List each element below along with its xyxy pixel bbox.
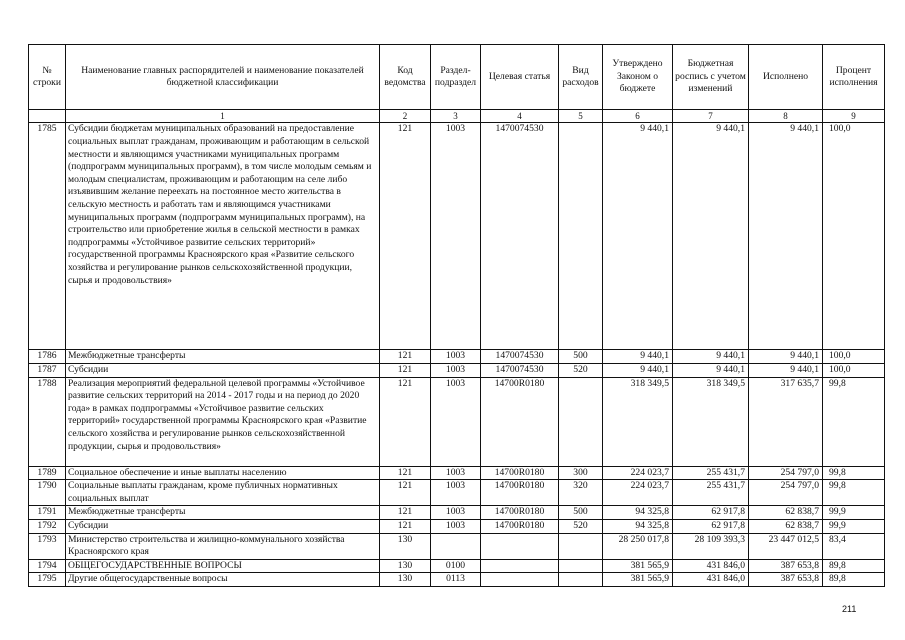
row-expense-type	[559, 123, 603, 350]
row-budget: 318 349,5	[673, 377, 749, 466]
row-number: 1787	[29, 364, 66, 378]
row-percent: 100,0	[823, 364, 885, 378]
row-percent: 89,8	[823, 559, 885, 573]
row-executed: 9 440,1	[749, 123, 823, 350]
row-approved: 318 349,5	[603, 377, 673, 466]
column-number-row	[29, 110, 885, 123]
row-dept-code: 121	[380, 350, 431, 364]
row-name: Межбюджетные трансферты	[66, 350, 380, 364]
row-name: Субсидии	[66, 364, 380, 378]
row-dept-code: 121	[380, 480, 431, 506]
row-approved: 9 440,1	[603, 123, 673, 350]
row-expense-type: 320	[559, 480, 603, 506]
row-executed: 23 447 012,5	[749, 533, 823, 559]
row-dept-code: 130	[380, 559, 431, 573]
row-expense-type: 300	[559, 466, 603, 480]
row-approved: 9 440,1	[603, 364, 673, 378]
budget-table	[28, 44, 885, 587]
row-budget: 62 917,8	[673, 519, 749, 533]
row-section: 1003	[431, 480, 481, 506]
row-section: 1003	[431, 506, 481, 520]
column-number	[29, 110, 66, 123]
row-name: Реализация мероприятий федеральной целевой программы «Устойчивое развитие сельских территорий на 2014 - 2017 годы и на период до 2020 года» в рамках подпрограммы «Устойчивое развитие сельских территорий» государственной программы Красноярского края «Развитие сельского хозяйства и регулирование рынков сельскохозяйственной продукции, сырья и продовольствия»	[66, 377, 380, 466]
row-budget: 431 846,0	[673, 573, 749, 587]
row-budget: 28 109 393,3	[673, 533, 749, 559]
row-dept-code: 121	[380, 123, 431, 350]
table-row	[29, 466, 885, 480]
row-approved: 224 023,7	[603, 480, 673, 506]
row-number: 1792	[29, 519, 66, 533]
column-number: 3	[431, 110, 481, 123]
row-name: ОБЩЕГОСУДАРСТВЕННЫЕ ВОПРОСЫ	[66, 559, 380, 573]
row-number: 1795	[29, 573, 66, 587]
table-row	[29, 364, 885, 378]
row-name: Социальное обеспечение и иные выплаты населению	[66, 466, 380, 480]
column-number: 8	[749, 110, 823, 123]
row-executed: 387 653,8	[749, 573, 823, 587]
row-budget: 9 440,1	[673, 364, 749, 378]
header-dept-code: Код ведомства	[380, 45, 431, 110]
row-executed: 62 838,7	[749, 519, 823, 533]
header-executed: Исполнено	[749, 45, 823, 110]
row-percent: 99,9	[823, 519, 885, 533]
column-number: 7	[673, 110, 749, 123]
row-expense-type: 500	[559, 506, 603, 520]
row-section: 1003	[431, 350, 481, 364]
row-target	[481, 573, 559, 587]
table-body	[29, 123, 885, 587]
row-target: 1470074530	[481, 123, 559, 350]
row-dept-code: 121	[380, 506, 431, 520]
row-percent: 89,8	[823, 573, 885, 587]
header-row-no: № строки	[29, 45, 66, 110]
table-row	[29, 506, 885, 520]
row-expense-type	[559, 559, 603, 573]
row-budget: 9 440,1	[673, 350, 749, 364]
column-number: 1	[66, 110, 380, 123]
table-row	[29, 377, 885, 466]
row-name: Другие общегосударственные вопросы	[66, 573, 380, 587]
row-executed: 62 838,7	[749, 506, 823, 520]
header-budget-list: Бюджетная роспись с учетом изменений	[673, 45, 749, 110]
row-number: 1785	[29, 123, 66, 350]
row-expense-type: 500	[559, 350, 603, 364]
row-approved: 94 325,8	[603, 519, 673, 533]
table-row	[29, 480, 885, 506]
row-dept-code: 130	[380, 533, 431, 559]
row-name: Субсидии	[66, 519, 380, 533]
row-target: 14700R0180	[481, 377, 559, 466]
row-budget: 62 917,8	[673, 506, 749, 520]
row-dept-code: 121	[380, 519, 431, 533]
table-row	[29, 123, 885, 350]
row-number: 1786	[29, 350, 66, 364]
row-section: 1003	[431, 364, 481, 378]
row-name: Министерство строительства и жилищно-коммунального хозяйства Красноярского края	[66, 533, 380, 559]
header-name: Наименование главных распорядителей и наименование показателей бюджетной классификации	[66, 45, 380, 110]
row-target	[481, 533, 559, 559]
row-percent: 99,8	[823, 377, 885, 466]
row-number: 1791	[29, 506, 66, 520]
row-name: Социальные выплаты гражданам, кроме публичных нормативных социальных выплат	[66, 480, 380, 506]
row-budget: 255 431,7	[673, 466, 749, 480]
row-percent: 99,8	[823, 480, 885, 506]
table-header	[29, 45, 885, 123]
row-section: 1003	[431, 519, 481, 533]
row-approved: 381 565,9	[603, 559, 673, 573]
row-executed: 317 635,7	[749, 377, 823, 466]
header-percent: Процент исполнения	[823, 45, 885, 110]
row-section: 1003	[431, 123, 481, 350]
column-number: 9	[823, 110, 885, 123]
row-approved: 28 250 017,8	[603, 533, 673, 559]
row-dept-code: 121	[380, 466, 431, 480]
header-section: Раздел-подраздел	[431, 45, 481, 110]
row-expense-type: 520	[559, 364, 603, 378]
table-row	[29, 533, 885, 559]
row-executed: 9 440,1	[749, 364, 823, 378]
row-percent: 100,0	[823, 350, 885, 364]
row-name: Субсидии бюджетам муниципальных образований на предоставление социальных выплат гражданам, проживающим и работающим в сельской местности и являющимся участниками муниципальных программ (подпрограмм муниципальных программ), в том числе молодым семьям и молодым специалистам, проживающим и работающим на селе либо изъявившим желание переехать на постоянное место жительства в сельскую местность и работать там и являющимся участниками муниципальных программ (подпрограмм муниципальных программ), на строительство или приобретение жилья в сельской местности в рамках подпрограммы «Устойчивое развитие сельских территорий» государственной программы Красноярского края «Развитие сельского хозяйства и регулирование рынков сельскохозяйственной продукции, сырья и продовольствия»	[66, 123, 380, 350]
row-expense-type	[559, 377, 603, 466]
row-executed: 9 440,1	[749, 350, 823, 364]
row-section: 0113	[431, 573, 481, 587]
row-expense-type	[559, 573, 603, 587]
table-row	[29, 350, 885, 364]
row-number: 1793	[29, 533, 66, 559]
row-budget: 255 431,7	[673, 480, 749, 506]
row-dept-code: 130	[380, 573, 431, 587]
row-name: Межбюджетные трансферты	[66, 506, 380, 520]
row-target: 14700R0180	[481, 506, 559, 520]
header-expense-type: Вид расходов	[559, 45, 603, 110]
table-row	[29, 519, 885, 533]
row-percent: 99,9	[823, 506, 885, 520]
row-expense-type	[559, 533, 603, 559]
column-number: 6	[603, 110, 673, 123]
row-percent: 100,0	[823, 123, 885, 350]
header-target: Целевая статья	[481, 45, 559, 110]
row-target: 14700R0180	[481, 519, 559, 533]
row-section: 1003	[431, 377, 481, 466]
table-row	[29, 559, 885, 573]
row-executed: 254 797,0	[749, 466, 823, 480]
row-executed: 254 797,0	[749, 480, 823, 506]
page-number: 211	[842, 604, 857, 614]
row-executed: 387 653,8	[749, 559, 823, 573]
header-approved: Утверждено Законом о бюджете	[603, 45, 673, 110]
row-approved: 224 023,7	[603, 466, 673, 480]
row-section: 1003	[431, 466, 481, 480]
row-number: 1789	[29, 466, 66, 480]
row-percent: 83,4	[823, 533, 885, 559]
row-number: 1794	[29, 559, 66, 573]
row-target: 14700R0180	[481, 480, 559, 506]
row-target	[481, 559, 559, 573]
table-row	[29, 573, 885, 587]
row-section: 0100	[431, 559, 481, 573]
column-number: 2	[380, 110, 431, 123]
row-dept-code: 121	[380, 377, 431, 466]
row-number: 1788	[29, 377, 66, 466]
row-target: 14700R0180	[481, 466, 559, 480]
row-percent: 99,8	[823, 466, 885, 480]
row-budget: 431 846,0	[673, 559, 749, 573]
row-approved: 94 325,8	[603, 506, 673, 520]
row-number: 1790	[29, 480, 66, 506]
row-approved: 381 565,9	[603, 573, 673, 587]
column-number: 5	[559, 110, 603, 123]
row-expense-type: 520	[559, 519, 603, 533]
row-budget: 9 440,1	[673, 123, 749, 350]
row-section	[431, 533, 481, 559]
row-target: 1470074530	[481, 350, 559, 364]
column-number: 4	[481, 110, 559, 123]
row-approved: 9 440,1	[603, 350, 673, 364]
row-dept-code: 121	[380, 364, 431, 378]
row-target: 1470074530	[481, 364, 559, 378]
